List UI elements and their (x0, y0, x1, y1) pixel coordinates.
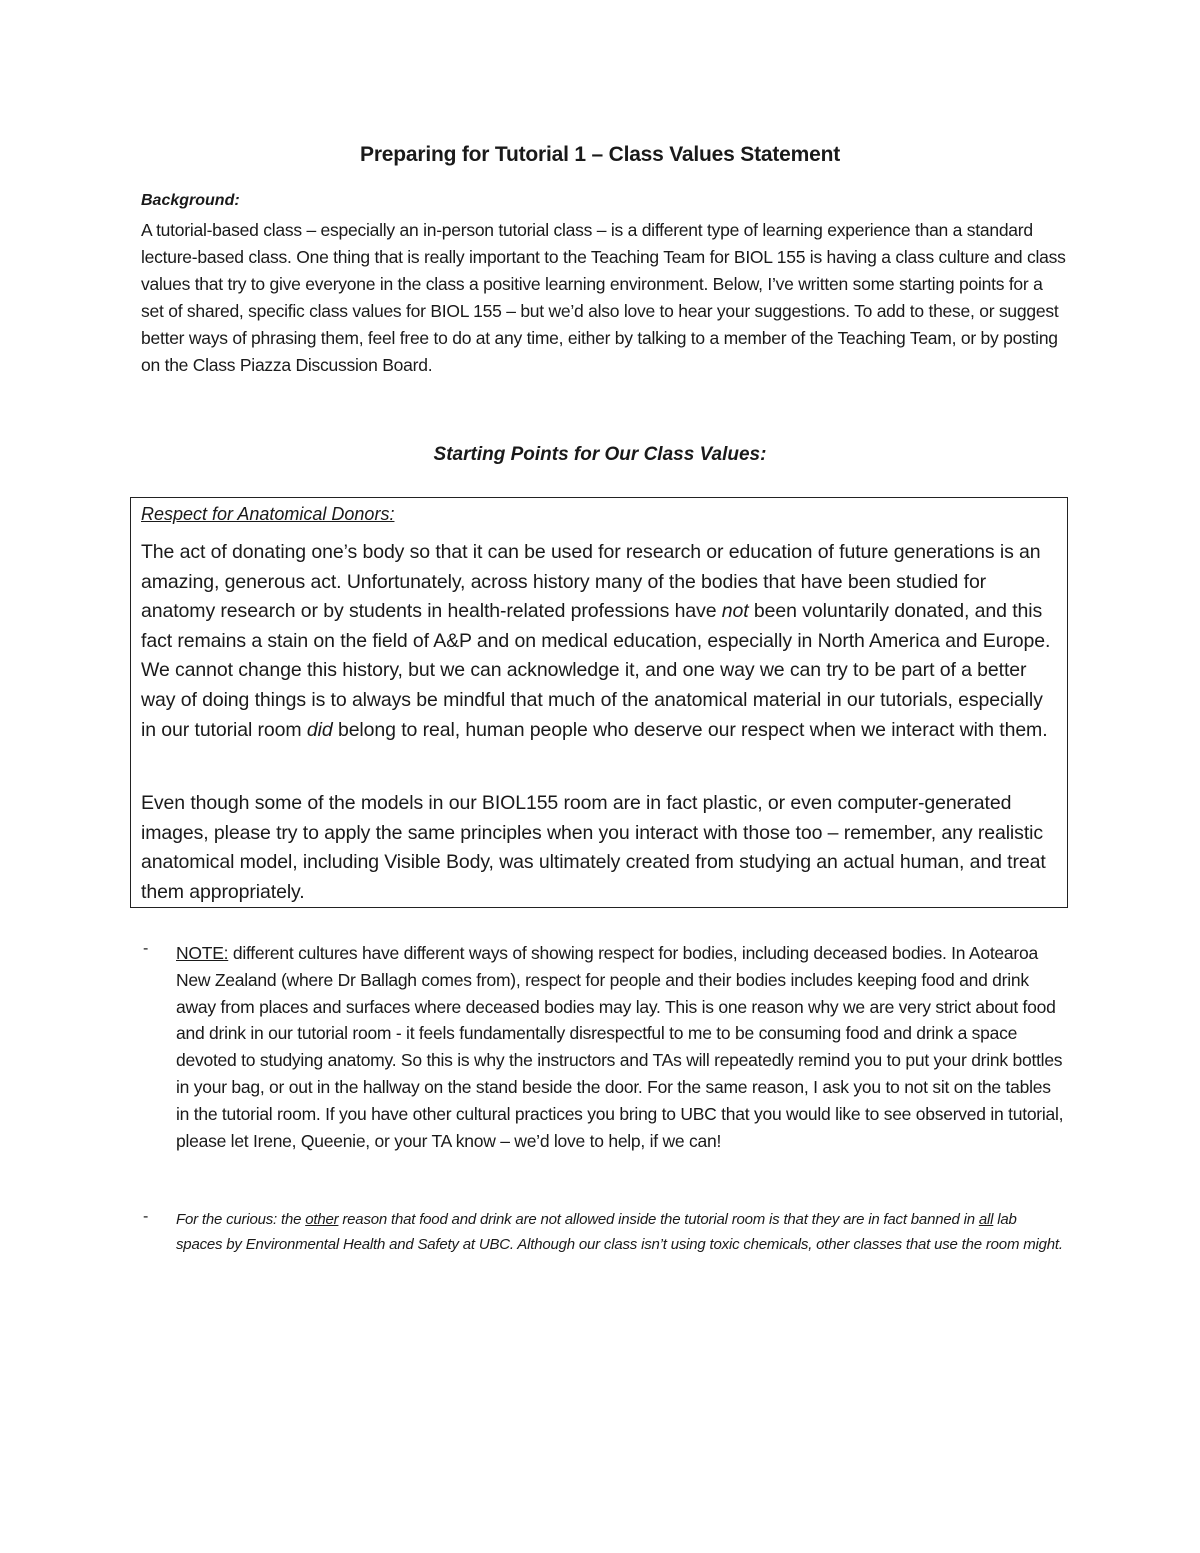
background-heading: Background: (141, 192, 240, 209)
bullet-dash-note: - (143, 940, 149, 957)
page-title: Preparing for Tutorial 1 – Class Values Statement (360, 143, 840, 166)
respect-box-heading: Respect for Anatomical Donors: (141, 504, 395, 524)
bullet-dash-curious: - (143, 1208, 149, 1225)
curious-text-c: lab spaces by Environmental Health and Safety at UBC. Although our class isn’t using toxic chemicals, other classes that use the room might. (176, 1211, 1063, 1253)
curious-text-a: For the curious: the (176, 1211, 306, 1228)
respect-p1-emphasis-did: did (306, 718, 333, 741)
respect-p1-text-c: belong to real, human people who deserve our respect when we interact with them. (332, 718, 1048, 741)
respect-p1-text-b: been voluntarily donated, and this fact remains a stain on the field of A&P and on medical education, especially in North America and Europe. We cannot change this history, but we can acknowledge it, and one way we can try to be part of a better way of doing things is to always be mindful that much of the anatomical material in our tutorials, especially in our tutorial room (141, 600, 1051, 741)
background-paragraph: A tutorial-based class – especially an in-person tutorial class – is a different type of learning experience than a standard lecture-based class. One thing that is really important to the Teaching Team for BIOL 155 is having a class culture and class values that try to give everyone in the class a positive learning environment. Below, I’ve written some starting points for a set of shared, specific class values for BIOL 155 – but we’d also love to hear your suggestions. To add to these, or suggest better ways of phrasing them, feel free to do at any time, either by talking to a member of the Teaching Team, or by posting on the Class Piazza Discussion Board. (141, 220, 1066, 375)
note-label: NOTE: (176, 943, 229, 963)
curious-underline-all: all (978, 1211, 994, 1228)
curious-underline-other: other (305, 1211, 339, 1228)
note-bullet (176, 940, 1066, 1154)
respect-paragraph-2: Even though some of the models in our BIOL155 room are in fact plastic, or even computer-generated images, please try to apply the same principles when you interact with those too – remember, any realistic anatomical model, including Visible Body, was ultimately created from studying an actual human, and treat them appropriately. (141, 792, 1046, 903)
respect-p1-emphasis-not: not (721, 600, 749, 623)
curious-text-b: reason that food and drink are not allowed inside the tutorial room is that they are in fact banned in (338, 1211, 979, 1228)
respect-p1-text-a: The act of donating one’s body so that it can be used for research or education of future generations is an amazing, generous act. Unfortunately, across history many of the bodies that have been studied for anatomy research or by students in health-related professions have (141, 541, 1041, 623)
curious-bullet (176, 1208, 1066, 1257)
respect-paragraph-1 (141, 538, 1061, 745)
starting-points-heading: Starting Points for Our Class Values: (433, 444, 767, 465)
note-text: different cultures have different ways of showing respect for bodies, including deceased bodies. In Aotearoa New Zealand (where Dr Ballagh comes from), respect for people and their bodies includes keeping food and drink away from places and surfaces where deceased bodies may lay. This is one reason why we are very strict about food and drink in our tutorial room - it feels fundamentally disrespectful to me to be consuming food and drink a space devoted to studying anatomy. So this is why the instructors and TAs will repeatedly remind you to put your drink bottles in your bag, or out in the hallway on the stand beside the door. For the same reason, I ask you to not sit on the tables in the tutorial room. If you have other cultural practices you bring to UBC that you would like to see observed in tutorial, please let Irene, Queenie, or your TA know – we’d love to help, if we can! (176, 943, 1064, 1151)
